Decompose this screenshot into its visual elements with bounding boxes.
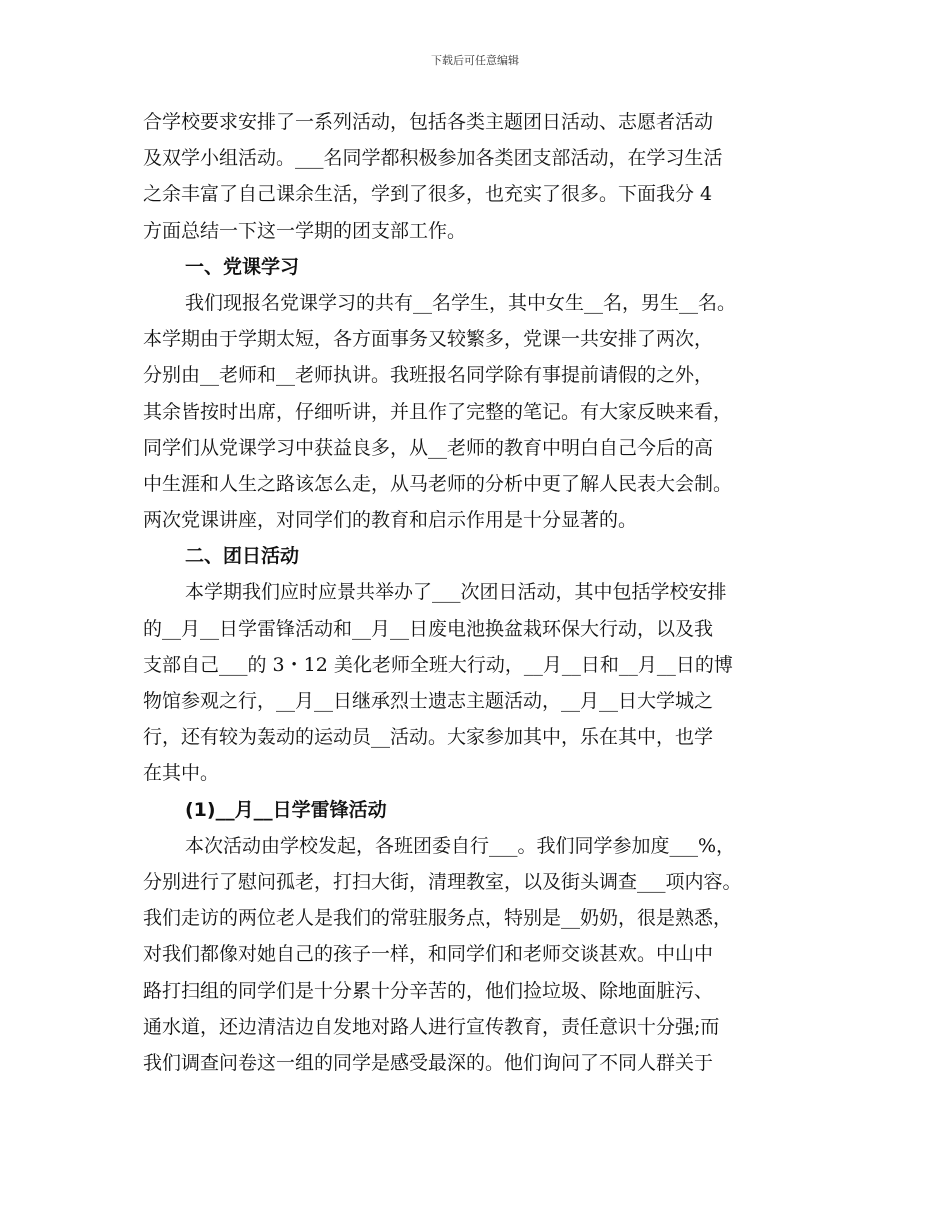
paragraph-line: 支部自己___的 3・12 美化老师全班大行动，__月__日和__月__日的博 [143,653,733,676]
paragraph-line: 通水道，还边清洁边自发地对路人进行宣传教育，责任意识十分强;而 [143,1015,720,1038]
paragraph-line: 分别由__老师和__老师执讲。我班报名同学除有事提前请假的之外， [143,364,714,387]
paragraph-line: 及双学小组活动。___名同学都积极参加各类团支部活动，在学习生活 [143,147,723,170]
paragraph-line: 本次活动由学校发起，各班团委自行___。我们同学参加度___%， [185,834,736,857]
paragraph-line: 两次党课讲座，对同学们的教育和启示作用是十分显著的。 [143,509,638,532]
paragraph-line: 在其中。 [143,762,220,785]
paragraph-line: 本学期我们应时应景共举办了___次团日活动，其中包括学校安排 [185,581,727,604]
section-heading: (1)__月__日学雷锋活动 [185,798,387,821]
paragraph-line: 行，还有较为轰动的运动员__活动。大家参加其中，乐在其中，也学 [143,726,714,749]
paragraph-line: 对我们都像对她自己的孩子一样，和同学们和老师交谈甚欢。中山中 [143,943,714,966]
paragraph-line: 之余丰富了自己课余生活，学到了很多，也充实了很多。下面我分 4 [143,183,713,206]
paragraph-line: 我们现报名党课学习的共有__名学生，其中女生__名，男生__名。 [185,291,737,314]
paragraph-line: 中生涯和人生之路该怎么走，从马老师的分析中更了解人民表大会制。 [143,472,733,495]
paragraph-line: 分别进行了慰问孤老，打扫大街，清理教室，以及街头调查___项内容。 [143,870,742,893]
paragraph-line: 的__月__日学雷锋活动和__月__日废电池换盆栽环保大行动，以及我 [143,617,714,640]
paragraph-line: 我们调查问卷这一组的同学是感受最深的。他们询问了不同人群关于 [143,1051,714,1074]
page-header: 下载后可任意编辑 [431,54,519,67]
section-heading: 二、团日活动 [185,545,300,568]
paragraph-line: 方面总结一下这一学期的团支部工作。 [143,219,467,242]
document-body [143,104,823,1081]
section-heading: 一、党课学习 [185,255,300,278]
paragraph-line: 同学们从党课学习中获益良多，从__老师的教育中明白自己今后的高 [143,436,714,459]
paragraph-line: 其余皆按时出席，仔细听讲，并且作了完整的笔记。有大家反映来看， [143,400,733,423]
paragraph-line: 本学期由于学期太短，各方面事务又较繁多，党课一共安排了两次， [143,328,714,351]
paragraph-line: 路打扫组的同学们是十分累十分辛苦的，他们捡垃圾、除地面脏污、 [143,979,714,1002]
paragraph-line: 我们走访的两位老人是我们的常驻服务点，特别是__奶奶，很是熟悉， [143,907,733,930]
paragraph-line: 物馆参观之行，__月__日继承烈士遗志主题活动，__月__日大学城之 [143,690,714,712]
paragraph-line: 合学校要求安排了一系列活动，包括各类主题团日活动、志愿者活动 [143,111,714,133]
